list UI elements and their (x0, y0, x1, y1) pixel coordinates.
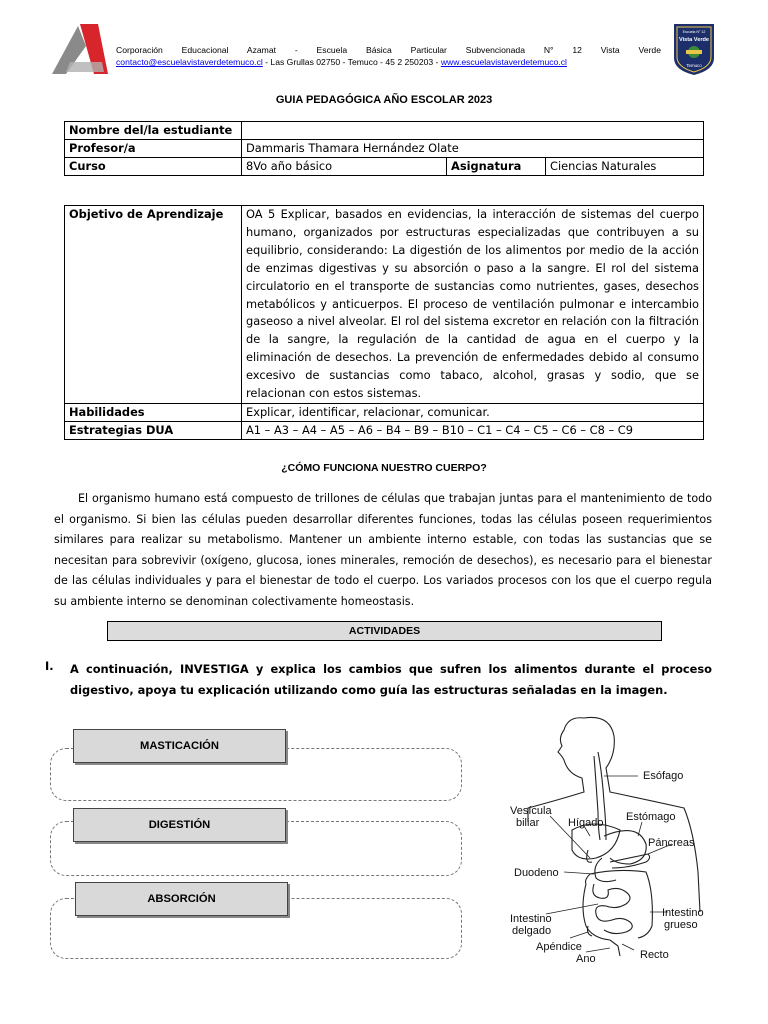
objective-text: OA 5 Explicar, basados en evidencias, la interacción de sistemas del cuerpo humano, organizados por estructuras especializadas que contribuyen a su equilibrio, considerando: La digestión de los alimentos por medio de la acción de enzimas digestivas y su absorción o paso a la sangre. El rol del sistema circulatorio en el transporte de sustancias como nutrientes, gases, desechos metabólicos y anticuerpos. El proceso de ventilación pulmonar e intercambio gaseoso a nivel alveolar. El rol del sistema excretor en relación con la filtración de la sangre, la regulación de la cantidad de agua en el cuerpo y la eliminación de desechos. La prevención de enfermedades debido al consumo excesivo de sustancias como tabaco, alcohol, grasas y sodio, que se relacionan con estos sistemas. (242, 206, 704, 404)
student-name-field[interactable] (242, 122, 704, 140)
intro-paragraph-block (54, 489, 712, 613)
label-esofago: Esófago (643, 770, 684, 782)
school-logo (52, 22, 108, 76)
course-value: 8Vo año básico (242, 158, 447, 176)
digestion-label: DIGESTIÓN (73, 808, 286, 842)
label-vesicula-2: biliar (516, 817, 540, 829)
label-duodeno: Duodeno (514, 867, 559, 879)
subject-value: Ciencias Naturales (546, 158, 704, 176)
label-recto: Recto (640, 949, 669, 961)
label-intestino-delgado-2: delgado (512, 925, 552, 937)
badge-top-text: Escuela N° 12 (682, 30, 706, 34)
label-intestino-grueso-2: grueso (664, 919, 698, 931)
document-title: GUIA PEDAGÓGICA AÑO ESCOLAR 2023 (275, 94, 493, 106)
teacher-label: Profesor/a (65, 140, 242, 158)
label-intestino-delgado-1: Intestino (510, 913, 552, 925)
dua-label: Estrategias DUA (65, 421, 242, 439)
header-address: - Las Grullas 02750 - Temuco - 45 2 250203 - (262, 57, 441, 67)
header-institution: Corporación Educacional Azamat - Escuela Básica Particular Subvencionada N° 12 Vista Verde (116, 45, 661, 55)
mastication-label: MASTICACIÓN (73, 729, 286, 763)
header-email-link[interactable]: contacto@escuelavistaverdetemuco.cl (116, 57, 263, 67)
subject-label: Asignatura (447, 158, 546, 176)
question-number: I. (45, 659, 54, 673)
absorption-label: ABSORCIÓN (75, 882, 288, 916)
badge-city-text: Temuco (686, 63, 702, 68)
school-badge-icon (672, 22, 716, 76)
section-title: ¿CÓMO FUNCIONA NUESTRO CUERPO? (281, 462, 487, 474)
intro-paragraph: El organismo humano está compuesto de trillones de células que trabajan juntas para el mantenimiento de todo el organismo. Si bien las células pueden desarrollar diferentes funciones, todas las células poseen requerimientos similares para realizar su metabolismo. Mantener un ambiente interno estable, con todas las sustancias que se necesitan para sobrevivir (oxígeno, glucosa, iones minerales, remoción de desechos), es necesario para el bienestar de las células individuales y para el bienestar de todo el cuerpo. Los variados procesos con los que el cuerpo regula su ambiente interno se denominan colectivamente homeostasis. (54, 492, 712, 608)
student-name-label: Nombre del/la estudiante (65, 122, 242, 140)
label-pancreas: Páncreas (648, 837, 695, 849)
objective-label: Objetivo de Aprendizaje (65, 206, 242, 404)
teacher-value: Dammaris Thamara Hernández Olate (242, 140, 704, 158)
header-info (116, 44, 661, 68)
badge-name-text: Vista Verde (678, 37, 710, 43)
label-higado: Hígado (568, 817, 604, 829)
label-vesicula-1: Vesícula (510, 805, 552, 817)
skills-value: Explicar, identificar, relacionar, comunicar. (242, 403, 704, 421)
course-label: Curso (65, 158, 242, 176)
student-info-table (64, 121, 704, 176)
skills-label: Habilidades (65, 403, 242, 421)
objective-table (64, 205, 704, 440)
activities-header: ACTIVIDADES (107, 621, 662, 641)
label-ano: Ano (576, 953, 596, 965)
label-apendice: Apéndice (536, 941, 582, 953)
header-website-link[interactable]: www.escuelavistaverdetemuco.cl (440, 57, 567, 67)
digestive-system-diagram (498, 712, 720, 967)
label-intestino-grueso-1: Intestino (662, 907, 704, 919)
label-estomago: Estómago (626, 811, 676, 823)
question-text: A continuación, INVESTIGA y explica los cambios que sufren los alimentos durante el proceso digestivo, apoya tu explicación utilizando como guía las estructuras señaladas en la imagen. (70, 662, 712, 697)
dua-value: A1 – A3 – A4 – A5 – A6 – B4 – B9 – B10 – C1 – C4 – C5 – C6 – C8 – C9 (242, 421, 704, 439)
